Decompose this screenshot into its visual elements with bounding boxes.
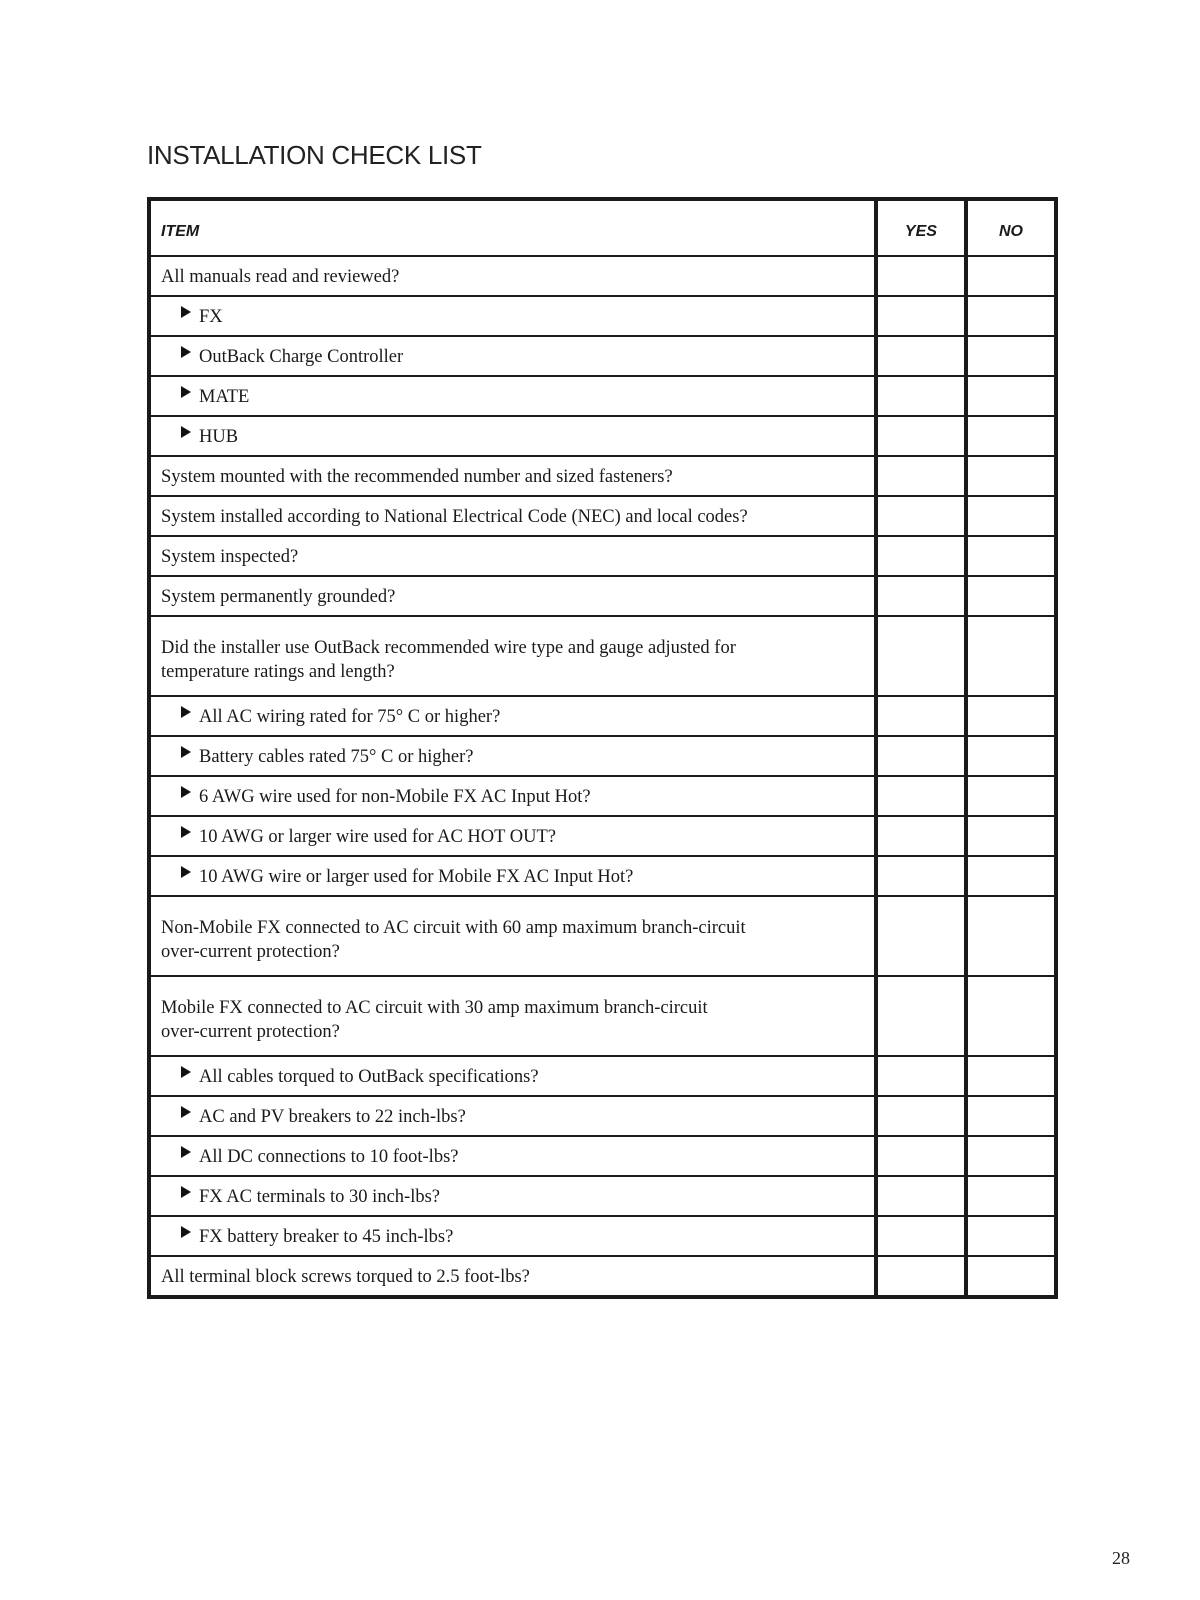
- yes-checkbox-cell[interactable]: [876, 496, 966, 536]
- yes-checkbox-cell[interactable]: [876, 1176, 966, 1216]
- no-checkbox-cell[interactable]: [966, 256, 1056, 296]
- checklist-rows: [149, 256, 1056, 1297]
- checklist-subitem: [149, 1136, 876, 1176]
- table-row: [149, 576, 1056, 616]
- item-label: All terminal block screws torqued to 2.5 foot-lbs?: [161, 1267, 530, 1287]
- no-checkbox-cell[interactable]: [966, 456, 1056, 496]
- checklist-item: [149, 576, 876, 616]
- item-label: Battery cables rated 75° C or higher?: [199, 747, 474, 767]
- triangle-bullet-icon: [181, 346, 191, 358]
- checklist-subitem: [149, 296, 876, 336]
- no-checkbox-cell[interactable]: [966, 536, 1056, 576]
- no-checkbox-cell[interactable]: [966, 376, 1056, 416]
- table-row: [149, 1256, 1056, 1297]
- checklist-subitem: [149, 416, 876, 456]
- yes-checkbox-cell[interactable]: [876, 776, 966, 816]
- triangle-bullet-icon: [181, 306, 191, 318]
- page-title: INSTALLATION CHECK LIST: [147, 140, 482, 170]
- item-label: Non-Mobile FX connected to AC circuit with 60 amp maximum branch-circuit over-current protection?: [161, 918, 746, 962]
- item-label: OutBack Charge Controller: [199, 347, 404, 367]
- no-checkbox-cell[interactable]: [966, 816, 1056, 856]
- checklist-item: [149, 536, 876, 576]
- no-checkbox-cell[interactable]: [966, 976, 1056, 1056]
- table-row: [149, 776, 1056, 816]
- table-row: [149, 736, 1056, 776]
- yes-checkbox-cell[interactable]: [876, 576, 966, 616]
- table-row: [149, 696, 1056, 736]
- table-row: [149, 536, 1056, 576]
- column-header-no: NO: [966, 199, 1056, 256]
- triangle-bullet-icon: [181, 786, 191, 798]
- item-label: HUB: [199, 427, 239, 447]
- yes-checkbox-cell[interactable]: [876, 336, 966, 376]
- yes-checkbox-cell[interactable]: [876, 536, 966, 576]
- table-row: [149, 1056, 1056, 1096]
- yes-checkbox-cell[interactable]: [876, 696, 966, 736]
- page-number: 28: [1112, 1548, 1130, 1568]
- table-row: [149, 376, 1056, 416]
- item-label: 10 AWG or larger wire used for AC HOT OUT?: [199, 827, 556, 847]
- checklist-item: [149, 976, 876, 1056]
- checklist-item: [149, 1256, 876, 1297]
- triangle-bullet-icon: [181, 1066, 191, 1078]
- item-label: Did the installer use OutBack recommended wire type and gauge adjusted for temperature ratings and length?: [161, 638, 736, 682]
- triangle-bullet-icon: [181, 1186, 191, 1198]
- triangle-bullet-icon: [181, 1106, 191, 1118]
- no-checkbox-cell[interactable]: [966, 496, 1056, 536]
- no-checkbox-cell[interactable]: [966, 1096, 1056, 1136]
- triangle-bullet-icon: [181, 706, 191, 718]
- no-checkbox-cell[interactable]: [966, 856, 1056, 896]
- table-row: [149, 976, 1056, 1056]
- checklist-subitem: [149, 376, 876, 416]
- triangle-bullet-icon: [181, 386, 191, 398]
- table-header-row: [149, 199, 1056, 256]
- yes-checkbox-cell[interactable]: [876, 976, 966, 1056]
- table-row: [149, 896, 1056, 976]
- table-row: [149, 616, 1056, 696]
- table-row: [149, 256, 1056, 296]
- triangle-bullet-icon: [181, 866, 191, 878]
- no-checkbox-cell[interactable]: [966, 616, 1056, 696]
- table-row: [149, 1216, 1056, 1256]
- table-row: [149, 336, 1056, 376]
- checklist-item: [149, 616, 876, 696]
- checklist-item: [149, 256, 876, 296]
- item-label: System permanently grounded?: [161, 587, 396, 607]
- item-label: FX AC terminals to 30 inch-lbs?: [199, 1187, 440, 1207]
- no-checkbox-cell[interactable]: [966, 416, 1056, 456]
- checklist-subitem: [149, 736, 876, 776]
- no-checkbox-cell[interactable]: [966, 1176, 1056, 1216]
- table-row: [149, 496, 1056, 536]
- item-label: MATE: [199, 387, 250, 407]
- item-label: Mobile FX connected to AC circuit with 30 amp maximum branch-circuit over-current protection?: [161, 998, 708, 1042]
- yes-checkbox-cell[interactable]: [876, 1216, 966, 1256]
- yes-checkbox-cell[interactable]: [876, 416, 966, 456]
- item-label: All cables torqued to OutBack specifications?: [199, 1067, 539, 1087]
- checklist-item: [149, 496, 876, 536]
- no-checkbox-cell[interactable]: [966, 296, 1056, 336]
- item-label: FX: [199, 307, 223, 327]
- yes-checkbox-cell[interactable]: [876, 816, 966, 856]
- checklist-subitem: [149, 856, 876, 896]
- no-checkbox-cell[interactable]: [966, 696, 1056, 736]
- item-label: All DC connections to 10 foot-lbs?: [199, 1147, 459, 1167]
- triangle-bullet-icon: [181, 1146, 191, 1158]
- item-label: All manuals read and reviewed?: [161, 267, 400, 287]
- yes-checkbox-cell[interactable]: [876, 856, 966, 896]
- item-label: System installed according to National Electrical Code (NEC) and local codes?: [161, 507, 748, 527]
- column-header-yes: YES: [876, 199, 966, 256]
- yes-checkbox-cell[interactable]: [876, 456, 966, 496]
- item-label: 6 AWG wire used for non-Mobile FX AC Input Hot?: [199, 787, 591, 807]
- no-checkbox-cell[interactable]: [966, 1056, 1056, 1096]
- checklist-subitem: [149, 816, 876, 856]
- checklist-subitem: [149, 1216, 876, 1256]
- yes-checkbox-cell[interactable]: [876, 1256, 966, 1297]
- checklist-subitem: [149, 696, 876, 736]
- table-row: [149, 1096, 1056, 1136]
- table-row: [149, 416, 1056, 456]
- checklist-subitem: [149, 1056, 876, 1096]
- no-checkbox-cell[interactable]: [966, 576, 1056, 616]
- yes-checkbox-cell[interactable]: [876, 256, 966, 296]
- table-row: [149, 1136, 1056, 1176]
- item-label: System inspected?: [161, 547, 299, 567]
- item-label: System mounted with the recommended number and sized fasteners?: [161, 467, 673, 487]
- yes-checkbox-cell[interactable]: [876, 896, 966, 976]
- yes-checkbox-cell[interactable]: [876, 296, 966, 336]
- checklist-item: [149, 896, 876, 976]
- no-checkbox-cell[interactable]: [966, 1216, 1056, 1256]
- yes-checkbox-cell[interactable]: [876, 376, 966, 416]
- no-checkbox-cell[interactable]: [966, 336, 1056, 376]
- no-checkbox-cell[interactable]: [966, 1136, 1056, 1176]
- table-row: [149, 816, 1056, 856]
- item-label: AC and PV breakers to 22 inch-lbs?: [199, 1107, 466, 1127]
- no-checkbox-cell[interactable]: [966, 896, 1056, 976]
- item-label: FX battery breaker to 45 inch-lbs?: [199, 1227, 454, 1247]
- table-row: [149, 856, 1056, 896]
- triangle-bullet-icon: [181, 426, 191, 438]
- triangle-bullet-icon: [181, 746, 191, 758]
- item-label: All AC wiring rated for 75° C or higher?: [199, 707, 501, 727]
- checklist-item: [149, 456, 876, 496]
- column-header-item: ITEM: [149, 199, 876, 256]
- yes-checkbox-cell[interactable]: [876, 736, 966, 776]
- checklist-subitem: [149, 336, 876, 376]
- item-label: 10 AWG wire or larger used for Mobile FX AC Input Hot?: [199, 867, 634, 887]
- checklist-subitem: [149, 1176, 876, 1216]
- table-row: [149, 1176, 1056, 1216]
- triangle-bullet-icon: [181, 826, 191, 838]
- table-row: [149, 296, 1056, 336]
- table-row: [149, 456, 1056, 496]
- triangle-bullet-icon: [181, 1226, 191, 1238]
- yes-checkbox-cell[interactable]: [876, 616, 966, 696]
- checklist-subitem: [149, 1096, 876, 1136]
- yes-checkbox-cell[interactable]: [876, 1136, 966, 1176]
- yes-checkbox-cell[interactable]: [876, 1056, 966, 1096]
- checklist-subitem: [149, 776, 876, 816]
- yes-checkbox-cell[interactable]: [876, 1096, 966, 1136]
- no-checkbox-cell[interactable]: [966, 776, 1056, 816]
- installation-checklist-table: [147, 197, 1058, 1299]
- no-checkbox-cell[interactable]: [966, 736, 1056, 776]
- no-checkbox-cell[interactable]: [966, 1256, 1056, 1297]
